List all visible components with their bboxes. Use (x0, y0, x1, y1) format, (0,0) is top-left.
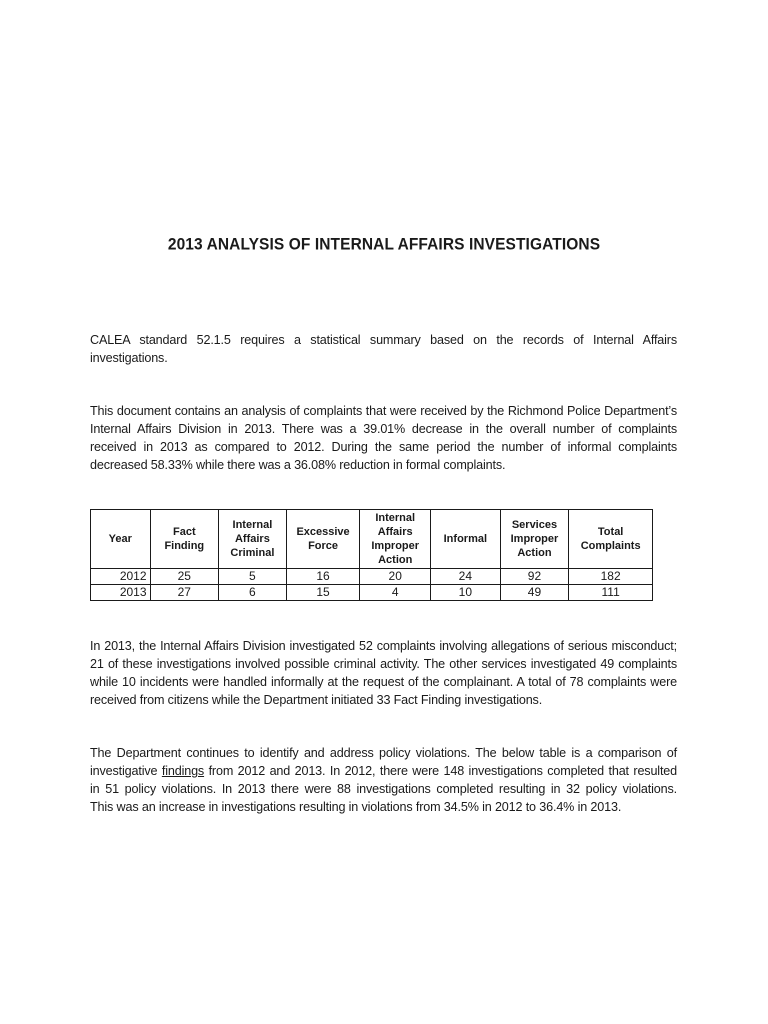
table-cell: 6 (219, 585, 287, 601)
paragraph-line: 21 of these investigations involved possible criminal activity. The other services investigated 49 complaints (90, 657, 677, 671)
header-label-line: Excessive (296, 526, 350, 538)
paragraph-line: In 2013, the Internal Affairs Division investigated 52 complaints involving allegations of serious misconduct; (90, 639, 677, 653)
header-label-line: Force (308, 540, 339, 552)
paragraph-line: investigations. (90, 351, 168, 365)
header-fact-finding (150, 510, 219, 569)
paragraph-calea (90, 331, 677, 367)
text-run: from 2012 and 2013. In 2012, there were 148 investigations completed that resulted (204, 764, 677, 778)
header-label-line: Internal (232, 519, 273, 531)
underlined-word-findings: findings (161, 764, 205, 778)
table-cell: 16 (286, 569, 360, 585)
table-cell: 49 (500, 585, 569, 601)
table-cell: 92 (500, 569, 569, 585)
header-label-line: Affairs (234, 533, 270, 545)
table-cell: 10 (431, 585, 501, 601)
header-label-line: Informal (443, 533, 488, 545)
header-label-line: Action (517, 547, 552, 559)
complaints-table (90, 509, 653, 601)
table-cell: 25 (150, 569, 219, 585)
header-year (91, 510, 151, 569)
paragraph-line: This was an increase in investigations resulting in violations from 34.5% in 2012 to 36.4% in 2013. (90, 800, 622, 814)
table-header-row (91, 510, 653, 569)
header-label-line: Fact (172, 526, 196, 538)
header-label-line: Improper (510, 533, 559, 545)
paragraph-line: received in 2013 as compared to 2012. During the same period the number of informal complaints (90, 440, 677, 454)
paragraph-investigations (90, 637, 677, 709)
header-label-line: Complaints (580, 540, 641, 552)
header-label-line: Criminal (230, 547, 275, 559)
header-ia-criminal (219, 510, 287, 569)
paragraph-line: The Department continues to identify and address policy violations. The below table is a comparison of (90, 746, 677, 760)
page-title: 2013 ANALYSIS OF INTERNAL AFFAIRS INVESTIGATIONS (167, 235, 601, 254)
header-services-improper-action (500, 510, 569, 569)
table-cell: 15 (286, 585, 360, 601)
paragraph-line: Internal Affairs Division in 2013. There was a 39.01% decrease in the overall number of complaints (90, 422, 677, 436)
header-label-line: Finding (164, 540, 205, 552)
table-cell: 2013 (91, 585, 151, 601)
paragraph-policy-violations (90, 744, 677, 816)
paragraph-line: received from citizens while the Department initiated 33 Fact Finding investigations. (90, 693, 543, 707)
paragraph-line (90, 762, 677, 780)
table-cell: 4 (360, 585, 431, 601)
header-total-complaints (569, 510, 653, 569)
header-label-line: Affairs (377, 526, 413, 538)
table-cell: 27 (150, 585, 219, 601)
paragraph-line: decreased 58.33% while there was a 36.08% reduction in formal complaints. (90, 458, 506, 472)
table-cell: 182 (569, 569, 653, 585)
paragraph-line: CALEA standard 52.1.5 requires a statistical summary based on the records of Internal Affairs (90, 333, 677, 347)
header-label-line: Action (378, 554, 413, 566)
header-label-line: Total (597, 526, 624, 538)
table-cell: 5 (219, 569, 287, 585)
paragraph-line: while 10 incidents were handled informally at the request of the complainant. A total of 78 complaints were (90, 675, 677, 689)
paragraph-line: in 51 policy violations. In 2013 there were 88 investigations completed resulting in 32 policy violations. (90, 782, 677, 796)
header-informal (431, 510, 501, 569)
table-row (91, 585, 653, 601)
header-excessive-force (286, 510, 360, 569)
header-ia-improper-action (360, 510, 431, 569)
header-label-line: Improper (371, 540, 420, 552)
header-label-line: Year (108, 533, 132, 545)
table-cell: 111 (569, 585, 653, 601)
table-cell: 2012 (91, 569, 151, 585)
text-run: investigative (90, 764, 162, 778)
table-cell: 20 (360, 569, 431, 585)
header-label-line: Internal (375, 512, 416, 524)
paragraph-overview (90, 402, 677, 474)
table-cell: 24 (431, 569, 501, 585)
header-label-line: Services (511, 519, 558, 531)
table-row (91, 569, 653, 585)
paragraph-line: This document contains an analysis of complaints that were received by the Richmond Police Department’s (90, 404, 677, 418)
